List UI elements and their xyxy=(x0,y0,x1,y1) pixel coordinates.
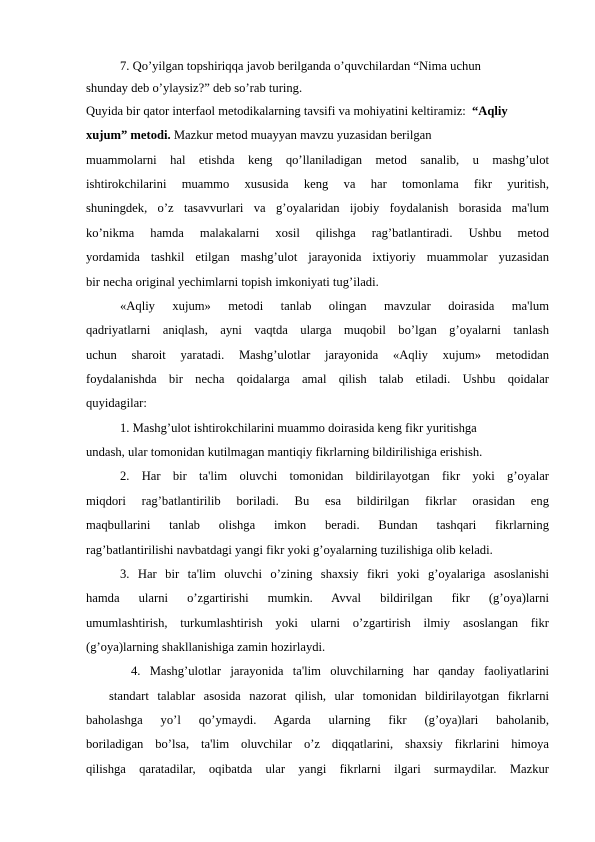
text-span: Mazkur metod muayyan mavzu yuzasidan berilgan xyxy=(170,128,432,142)
text-line: «Aqliy xujum» metodi tanlab olingan mavzular doirasida ma'lum xyxy=(120,299,549,313)
text-line: shunday deb o’ylaysiz?” deb so’rab turing. xyxy=(86,81,303,95)
text-line: uchun sharoit yaratadi. Mashg’ulotlar jarayonida «Aqliy xujum» metodidan xyxy=(86,348,549,362)
text-line: yordamida tashkil etilgan mashg’ulot jarayonida ixtiyoriy muammolar yuzasidan xyxy=(86,250,549,264)
text-line: (g’oya)larning shakllanishiga zamin hozirlaydi. xyxy=(86,640,326,654)
text-line: maqbullarini tanlab olishga imkon beradi. Bundan tashqari fikrlarning xyxy=(86,518,549,532)
text-line: 1. Mashg’ulot ishtirokchilarini muammo doirasida keng fikr yuritishga xyxy=(120,421,477,435)
text-line: umumlashtirish, turkumlashtirish yoki ularni o’zgartirish ilmiy asoslangan fikr xyxy=(86,616,549,630)
text-line: 2. Har bir ta'lim oluvchi tomonidan bildirilayotgan fikr yoki g’oyalar xyxy=(120,469,549,483)
method-heading: xujum” metodi. xyxy=(86,128,171,142)
text-line: muammolarni hal etishda keng qo’llaniladigan metod sanalib, u mashg’ulot xyxy=(86,153,549,167)
text-line: bir necha original yechimlarni topish imkoniyati tug’iladi. xyxy=(86,275,379,289)
text-line: hamda ularni o’zgartirishi mumkin. Avval bildirilgan fikr (g’oya)larni xyxy=(86,591,549,605)
text-line: ishtirokchilarini muammo xususida keng va har tomonlama fikr yuritish, xyxy=(86,177,549,191)
text-line: qilishga qaratadilar, oqibatda ular yangi fikrlarni ilgari surmaydilar. Mazkur xyxy=(86,762,549,776)
text-span: Quyida bir qator interfaol metodikalarning tavsifi va mohiyatini keltiramiz: xyxy=(86,104,466,118)
text-line: qadriyatlarni aniqlash, ayni vaqtda ularga muqobil bo’lgan g’oyalarni tanlash xyxy=(86,323,549,337)
text-line xyxy=(86,103,508,119)
text-line: baholashga yo’l qo’ymaydi. Agarda ularning fikr (g’oya)lari baholanib, xyxy=(86,713,549,727)
text-line: miqdori rag’batlantirilib boriladi. Bu esa bildirilgan fikrlar orasidan eng xyxy=(86,494,549,508)
text-line: 4. Mashg’ulotlar jarayonida ta'lim oluvchilarning har qanday faoliyatlarini xyxy=(131,664,549,678)
text-line: undash, ular tomonidan kutilmagan mantiqiy fikrlarning bildirilishiga erishish. xyxy=(86,445,483,459)
text-line: foydalanishda bir necha qoidalarga amal qilish talab etiladi. Ushbu qoidalar xyxy=(86,372,549,386)
method-heading: “Aqliy xyxy=(471,104,508,118)
text-line: 7. Qo’yilgan topshiriqqa javob berilganda o’quvchilardan “Nima uchun xyxy=(120,59,481,73)
text-line: quyidagilar: xyxy=(86,396,147,410)
text-line: rag’batlantirilishi navbatdagi yangi fikr yoki g’oyalarning tuzilishiga olib keladi. xyxy=(86,543,493,557)
text-line: ko’nikma hamda malakalarni xosil qilishga rag’batlantiradi. Ushbu metod xyxy=(86,226,549,240)
text-line xyxy=(86,127,432,143)
text-line: 3. Har bir ta'lim oluvchi o’zining shaxsiy fikri yoki g’oyalariga asoslanishi xyxy=(120,567,549,581)
text-line: shuningdek, o’z tasavvurlari va g’oyalaridan ijobiy foydalanish borasida ma'lum xyxy=(86,201,549,215)
text-line: standart talablar asosida nazorat qilish, ular tomonidan bildirilayotgan fikrlarni xyxy=(109,689,549,703)
text-line: boriladigan bo’lsa, ta'lim oluvchilar o’z diqqatlarini, shaxsiy fikrlarini himoya xyxy=(86,737,549,751)
